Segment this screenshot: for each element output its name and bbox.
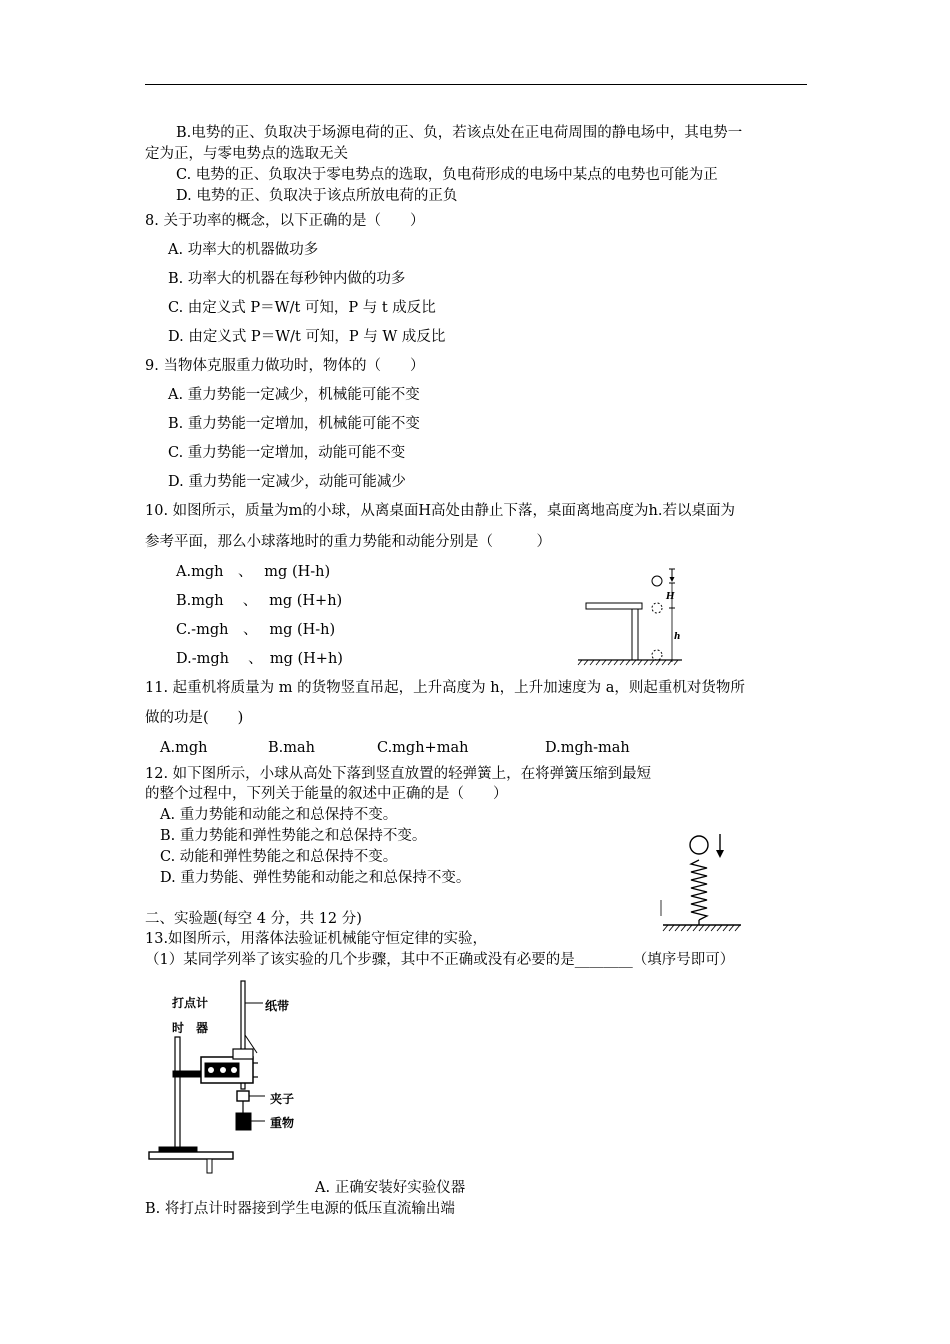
q13-part1: （1）某同学列举了该实验的几个步骤，其中不正确或没有必要的是________（填序号即可）: [145, 952, 735, 968]
label-timer-2: 时 器: [172, 1021, 209, 1035]
q12-spring-ball-figure: [655, 828, 745, 938]
q9-option-b: B. 重力势能一定增加，机械能可能不变: [168, 416, 420, 432]
q11-option-b: B.mah: [268, 740, 315, 756]
q12-option-d: D. 重力势能、弹性势能和动能之和总保持不变。: [160, 870, 471, 886]
q9-option-d: D. 重力势能一定减少，动能可能减少: [168, 474, 406, 490]
table-leg: [632, 609, 638, 660]
q10-option-c: C.-mgh 、 mg (H-h): [176, 622, 336, 638]
q9-stem: 9. 当物体克服重力做功时，物体的（ ）: [145, 358, 425, 374]
q10-stem-line1: 10. 如图所示，质量为m的小球，从离桌面H高处由静止下落，桌面离地高度为h.若以桌面为: [145, 503, 736, 519]
stand-base: [149, 1152, 233, 1159]
q10-option-b: B.mgh 、 mg (H+h): [176, 593, 343, 609]
weight: [236, 1113, 251, 1130]
q8-option-d: D. 由定义式 P＝W/t 可知，P 与 W 成反比: [168, 329, 446, 345]
table-top: [586, 603, 642, 609]
q11-stem-line2: 做的功是( ): [145, 710, 244, 726]
q12-option-c: C. 动能和弹性势能之和总保持不变。: [160, 849, 398, 865]
q10-stem-line2: 参考平面，那么小球落地时的重力势能和动能分别是（ ）: [145, 534, 551, 550]
q11-option-a: A.mgh: [160, 740, 208, 756]
q9-option-c: C. 重力势能一定增加，动能可能不变: [168, 445, 406, 461]
label-clip: 夹子: [270, 1092, 295, 1106]
q10-option-a: A.mgh 、 mg (H-h): [176, 564, 331, 580]
section2-title: 二、实验题(每空 4 分，共 12 分): [145, 911, 362, 927]
q7-option-c: C. 电势的正、负取决于零电势点的选取，负电荷形成的电场中某点的电势也可能为正: [176, 167, 718, 183]
label-H: H: [666, 592, 675, 602]
spring: [691, 860, 707, 920]
q12-option-a: A. 重力势能和动能之和总保持不变。: [160, 807, 398, 823]
q12-stem-line1: 12. 如下图所示，小球从高处下落到竖直放置的轻弹簧上，在将弹簧压缩到最短: [145, 766, 652, 782]
label-h: h: [674, 632, 681, 642]
q7-option-d: D. 电势的正、负取决于该点所放电荷的正负: [176, 188, 458, 204]
q13-apparatus-figure: [145, 975, 315, 1175]
q7-option-b-line2: 定为正，与零电势点的选取无关: [145, 146, 348, 162]
q8-stem: 8. 关于功率的概念，以下正确的是（ ）: [145, 213, 425, 229]
ball-initial: [652, 576, 662, 586]
q13-step-b: B. 将打点计时器接到学生电源的低压直流输出端: [145, 1201, 455, 1217]
stand-rod: [175, 1037, 180, 1152]
label-tape: 纸带: [265, 999, 290, 1013]
label-weight: 重物: [270, 1116, 295, 1130]
q8-option-b: B. 功率大的机器在每秒钟内做的功多: [168, 271, 406, 287]
q7-option-b-line1: B.电势的正、负取决于场源电荷的正、负，若该点处在正电荷周围的静电场中，其电势一: [176, 125, 743, 141]
q12-stem-line2: 的整个过程中，下列关于能量的叙述中正确的是（ ）: [145, 786, 508, 802]
q11-option-d: D.mgh-mah: [545, 740, 630, 756]
q11-option-c: C.mgh+mah: [377, 740, 469, 756]
q10-table-ball-figure: [570, 562, 710, 670]
q11-stem-line1: 11. 起重机将质量为 m 的货物竖直吊起，上升高度为 h，上升加速度为 a，则起重机对货物所: [145, 680, 745, 696]
ball-floor-level: [652, 650, 662, 660]
q9-option-a: A. 重力势能一定减少，机械能可能不变: [168, 387, 420, 403]
clamp-arm: [173, 1071, 203, 1077]
label-timer-1: 打点计: [172, 996, 209, 1010]
q13-stem: 13.如图所示，用落体法验证机械能守恒定律的实验，: [145, 931, 488, 947]
q10-option-d: D.-mgh 、 mg (H+h): [176, 651, 343, 667]
ball-table-level: [652, 603, 662, 613]
clip: [237, 1091, 249, 1101]
q8-option-a: A. 功率大的机器做功多: [168, 242, 319, 258]
q8-option-c: C. 由定义式 P＝W/t 可知，P 与 t 成反比: [168, 300, 436, 316]
header-rule: [145, 84, 807, 85]
q12-option-b: B. 重力势能和弹性势能之和总保持不变。: [160, 828, 427, 844]
q13-step-a: A. 正确安装好实验仪器: [315, 1180, 466, 1196]
ball: [690, 836, 708, 854]
